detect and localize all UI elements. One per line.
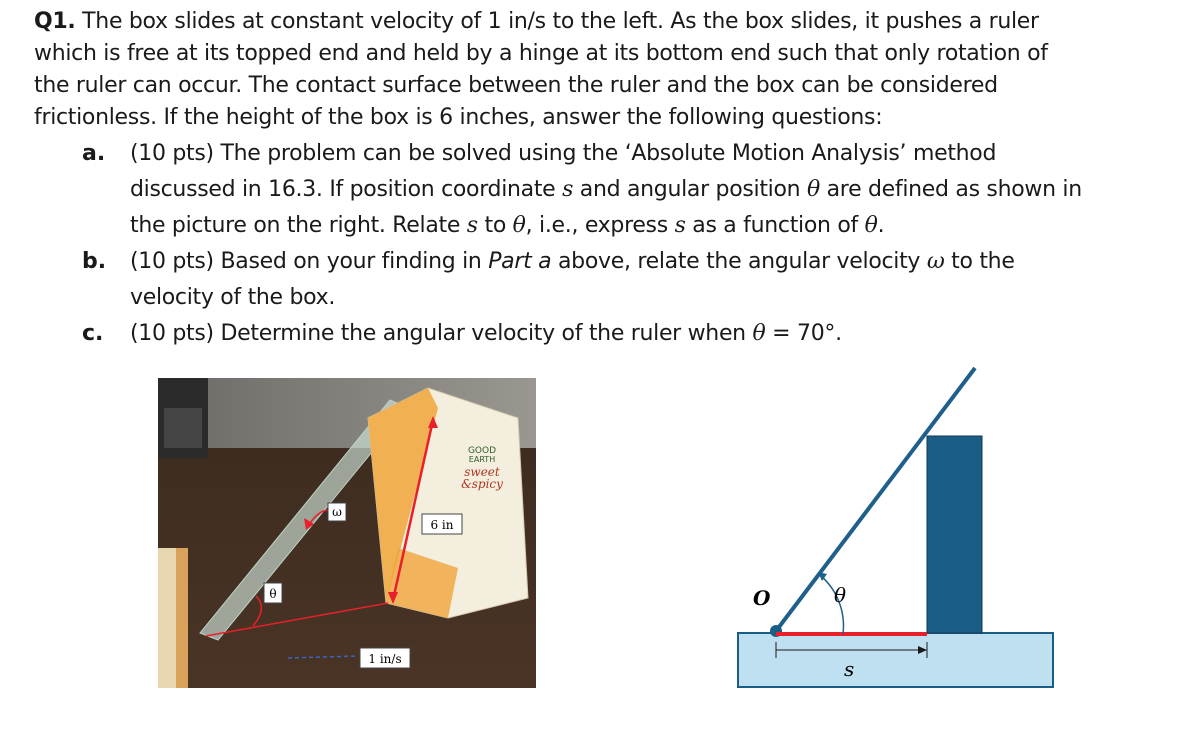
origin-label: O [753, 586, 771, 610]
part-b-line-2: velocity of the box. [130, 285, 336, 310]
part-c-line-1: (10 pts) Determine the angular velocity of the ruler when θ = 70°. [130, 321, 842, 346]
question-line-1: Q1. The box slides at constant velocity of 1 in/s to the left. As the box slides, it pushes a ruler [34, 9, 1039, 34]
question-line-4: frictionless. If the height of the box is 6 inches, answer the following questions: [34, 105, 883, 130]
part-b-line-1: (10 pts) Based on your finding in Part a above, relate the angular velocity ω to the [130, 249, 1015, 274]
question-number: Q1. [34, 9, 76, 34]
diagram-theta-label: θ [834, 583, 847, 607]
question-line-3: the ruler can occur. The contact surface between the ruler and the box can be considered [34, 73, 998, 98]
photo-omega-label: ω [332, 505, 342, 519]
schematic-diagram [730, 360, 1060, 692]
experiment-photo [158, 378, 536, 688]
part-a-line-3: the picture on the right. Relate s to θ, i.e., express s as a function of θ. [130, 213, 885, 238]
part-a-line-1: (10 pts) The problem can be solved using the ‘Absolute Motion Analysis’ method [130, 141, 997, 166]
part-b-label: b. [82, 249, 107, 274]
question-line-2: which is free at its topped end and held by a hinge at its bottom end such that only rotation of [34, 41, 1048, 66]
diagram-s-label: s [844, 657, 855, 681]
part-c-label: c. [82, 321, 104, 346]
photo-height-label: 6 in [430, 518, 454, 532]
box-brand-1: GOOD [467, 446, 497, 456]
photo-velocity-label: 1 in/s [368, 652, 402, 666]
part-a-line-2: discussed in 16.3. If position coordinate s and angular position θ are defined as shown in [130, 177, 1082, 202]
box-text-spicy: &spicy [461, 477, 503, 491]
box [927, 436, 982, 633]
photo-theta-label: θ [269, 587, 277, 601]
box-text-sweet: sweet [464, 465, 500, 479]
box-brand-2: EARTH [468, 455, 496, 464]
floor [738, 633, 1053, 687]
part-a-label: a. [82, 141, 106, 166]
